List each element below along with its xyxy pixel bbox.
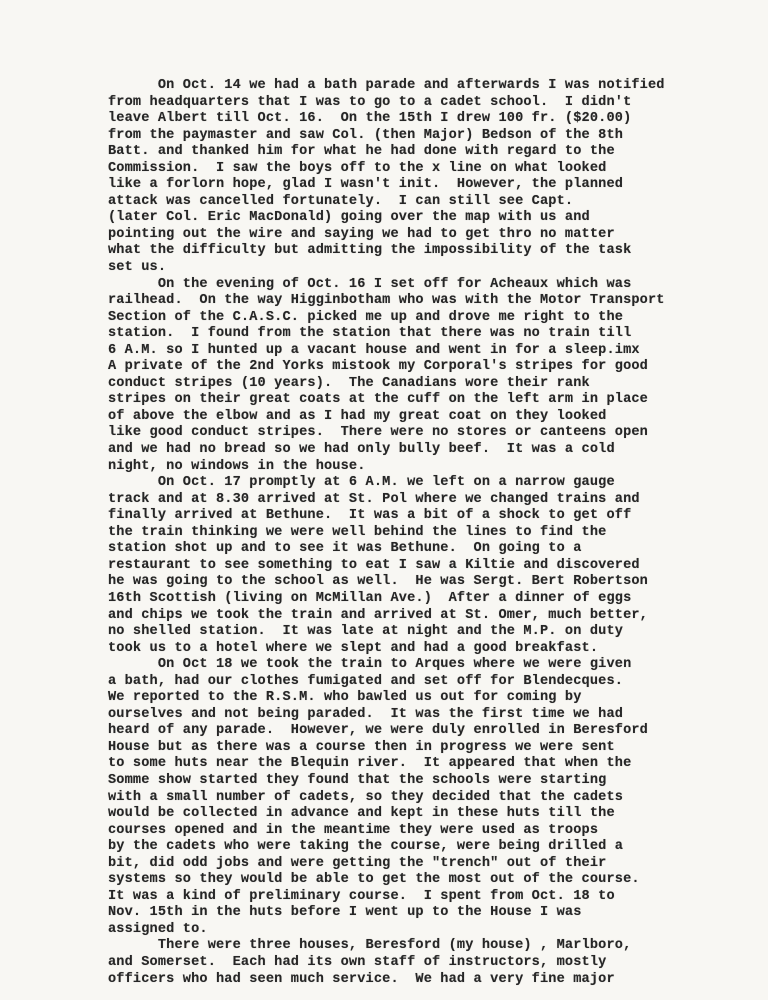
text-line: stripes on their great coats at the cuff on the left arm in place [108,392,648,408]
text-line: On Oct. 17 promptly at 6 A.M. we left on a narrow gauge [108,475,615,491]
text-line: Somme show started they found that the schools were starting [108,772,607,788]
text-line: and Somerset. Each had its own staff of instructors, mostly [108,954,607,970]
text-line: set us. [108,260,167,276]
text-line: Section of the C.A.S.C. picked me up and drove me right to the [108,309,624,325]
text-line: the train thinking we were well behind the lines to find the [108,524,607,540]
text-line: systems so they would be able to get the most out of the course. [108,872,640,888]
text-line: what the difficulty but admitting the impossibility of the task [108,243,632,259]
text-line: from headquarters that I was to go to a cadet school. I didn't [108,94,632,110]
text-line: 6 A.M. so I hunted up a vacant house and went in for a sleep.imx [108,342,640,358]
text-line: would be collected in advance and kept in these huts till the [108,806,615,822]
text-line: station. I found from the station that there was no train till [108,326,632,342]
text-line: to some huts near the Blequin river. It appeared that when the [108,756,632,772]
text-line: Nov. 15th in the huts before I went up to the House I was [108,905,582,921]
text-line: railhead. On the way Higginbotham who was with the Motor Transport [108,293,665,309]
text-line: bit, did odd jobs and were getting the "trench" out of their [108,855,607,871]
text-line: House but as there was a course then in progress we were sent [108,739,615,755]
text-line: Batt. and thanked him for what he had done with regard to the [108,144,615,160]
text-line: like good conduct stripes. There were no stores or canteens open [108,425,648,441]
text-line: like a forlorn hope, glad I wasn't init. However, the planned [108,177,624,193]
text-line: took us to a hotel where we slept and had a good breakfast. [108,640,599,656]
text-line: he was going to the school as well. He was Sergt. Bert Robertson [108,574,648,590]
text-line: with a small number of cadets, so they decided that the cadets [108,789,624,805]
text-line: restaurant to see something to eat I saw a Kiltie and discovered [108,557,640,573]
text-line: 16th Scottish (living on McMillan Ave.) After a dinner of eggs [108,590,632,606]
text-line: ourselves and not being paraded. It was the first time we had [108,706,624,722]
text-line: There were three houses, Beresford (my house) , Marlboro, [108,938,632,954]
text-line: finally arrived at Bethune. It was a bit of a shock to get off [108,508,632,524]
text-line: a bath, had our clothes fumigated and set off for Blendecques. [108,673,624,689]
text-line: officers who had seen much service. We had a very fine major [108,971,615,987]
typewritten-text-block [108,78,728,988]
text-line: from the paymaster and saw Col. (then Major) Bedson of the 8th [108,127,624,143]
text-line: conduct stripes (10 years). The Canadians wore their rank [108,375,590,391]
text-line: leave Albert till Oct. 16. On the 15th I drew 100 fr. ($20.00) [108,111,632,127]
text-line: On Oct 18 we took the train to Arques where we were given [108,657,632,673]
text-line: courses opened and in the meantime they were used as troops [108,822,599,838]
text-line: track and at 8.30 arrived at St. Pol where we changed trains and [108,491,640,507]
text-line: On Oct. 14 we had a bath parade and afterwards I was notified [108,78,665,93]
text-line: (later Col. Eric MacDonald) going over the map with us and [108,210,590,226]
text-line: pointing out the wire and saying we had to get thro no matter [108,226,615,242]
text-line: On the evening of Oct. 16 I set off for Acheaux which was [108,276,632,292]
text-line: no shelled station. It was late at night and the M.P. on duty [108,624,624,640]
text-line: night, no windows in the house. [108,458,366,474]
text-line: and chips we took the train and arrived at St. Omer, much better, [108,607,648,623]
text-line: assigned to. [108,921,208,937]
text-line: and we had no bread so we had only bully beef. It was a cold [108,442,615,458]
text-line: A private of the 2nd Yorks mistook my Corporal's stripes for good [108,359,648,375]
text-line: heard of any parade. However, we were duly enrolled in Beresford [108,723,648,739]
text-line: It was a kind of preliminary course. I spent from Oct. 18 to [108,888,615,904]
text-line: Commission. I saw the boys off to the x line on what looked [108,160,607,176]
text-line: We reported to the R.S.M. who bawled us out for coming by [108,690,582,706]
text-line: station shot up and to see it was Bethune. On going to a [108,541,582,557]
text-line: by the cadets who were taking the course, were being drilled a [108,839,624,855]
text-line: of above the elbow and as I had my great coat on they looked [108,408,607,424]
text-line: attack was cancelled fortunately. I can still see Capt. [108,193,574,209]
